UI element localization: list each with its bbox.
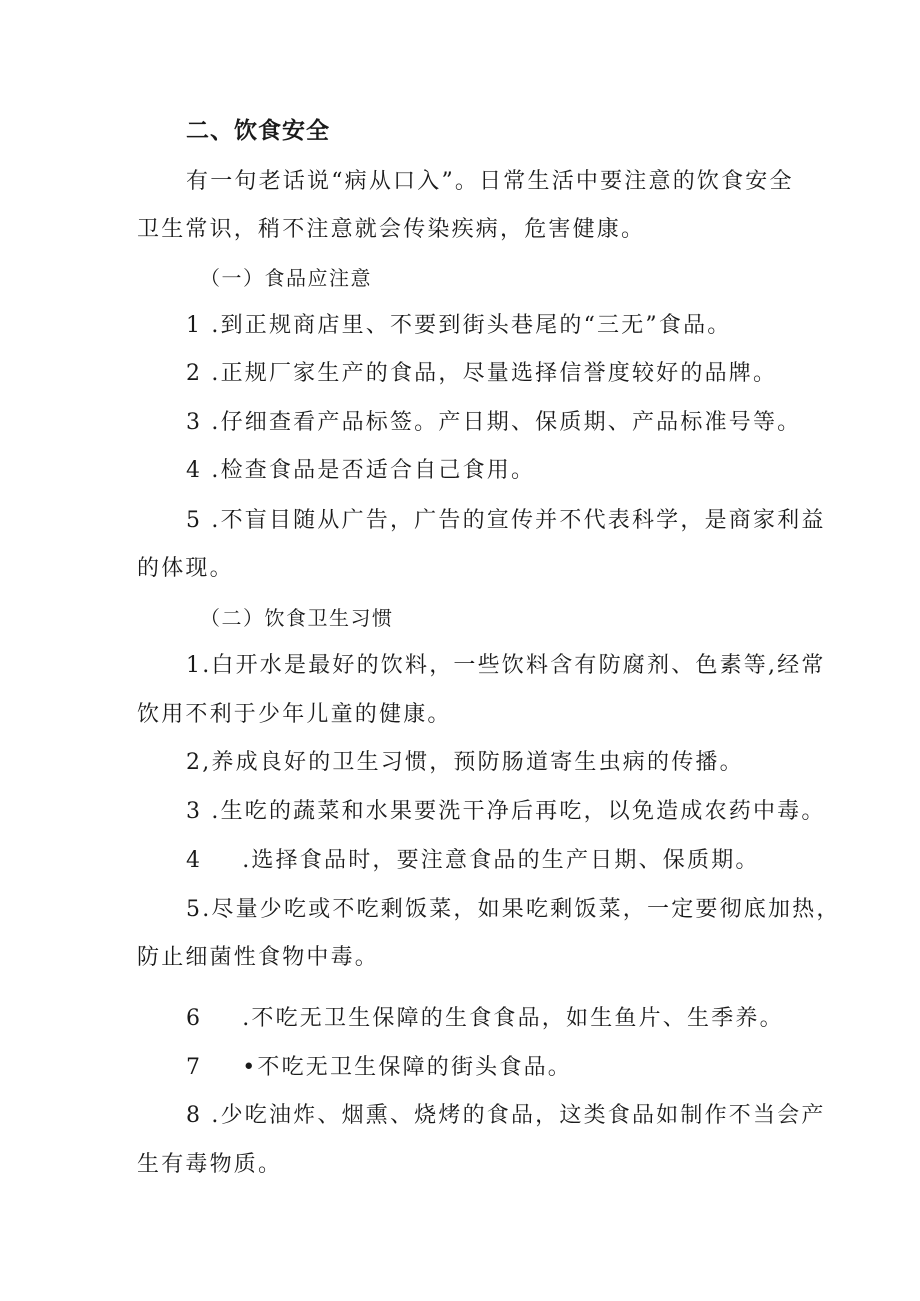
subsection-2-title: （二）饮食卫生习惯 xyxy=(200,606,394,630)
food-item-2: 2 .正规厂家生产的食品，尽量选择信誉度较好的品牌。 xyxy=(186,361,778,386)
habit-item-4-text: .选择食品时，要注意食品的生产日期、保质期。 xyxy=(242,848,760,873)
habit-item-7-text: •不吃无卫生保障的街头食品。 xyxy=(242,1055,572,1080)
food-item-5-cont: 的体现。 xyxy=(137,556,234,581)
habit-item-7-number: 7 xyxy=(186,1055,203,1080)
habit-item-6-text: .不吃无卫生保障的生食食品，如生鱼片、生季养。 xyxy=(242,1006,784,1031)
habit-item-8: 8 .少吃油炸、烟熏、烧烤的食品，这类食品如制作不当会产 xyxy=(186,1103,826,1128)
subsection-1-title: （一）食品应注意 xyxy=(200,266,372,290)
habit-item-7 xyxy=(186,1053,572,1083)
habit-item-8-cont: 生有毒物质。 xyxy=(137,1152,283,1177)
intro-line-1: 有一句老话说“病从口入”。日常生活中要注意的饮食安全 xyxy=(186,169,794,194)
habit-item-5-cont: 防止细菌性食物中毒。 xyxy=(137,945,380,970)
habit-item-6 xyxy=(186,1004,784,1034)
intro-line-2: 卫生常识，稍不注意就会传染疾病，危害健康。 xyxy=(137,217,646,242)
habit-item-4 xyxy=(186,846,760,876)
food-item-3: 3 .仔细查看产品标签。产日期、保质期、产品标准号等。 xyxy=(186,410,802,435)
habit-item-6-number: 6 xyxy=(186,1006,203,1031)
food-item-4: 4 .检查食品是否适合自己食用。 xyxy=(186,458,536,483)
habit-item-1: 1.白开水是最好的饮料，一些饮料含有防腐剂、色素等,经常 xyxy=(186,653,826,678)
food-item-5: 5 .不盲目随从广告，广告的宣传并不代表科学，是商家利益 xyxy=(186,508,826,533)
habit-item-1-cont: 饮用不利于少年儿童的健康。 xyxy=(137,702,452,727)
food-item-1: 1 .到正规商店里、不要到街头巷尾的“三无”食品。 xyxy=(186,313,732,338)
habit-item-5: 5.尽量少吃或不吃剩饭菜，如果吃剩饭菜，一定要彻底加热， xyxy=(186,897,841,922)
habit-item-4-number: 4 xyxy=(186,848,203,873)
habit-item-3: 3 .生吃的蔬菜和水果要洗干净后再吃，以免造成农药中毒。 xyxy=(186,799,826,824)
section-title: 二、饮食安全 xyxy=(186,118,330,144)
habit-item-2: 2,养成良好的卫生习惯，预防肠道寄生虫病的传播。 xyxy=(186,750,744,775)
